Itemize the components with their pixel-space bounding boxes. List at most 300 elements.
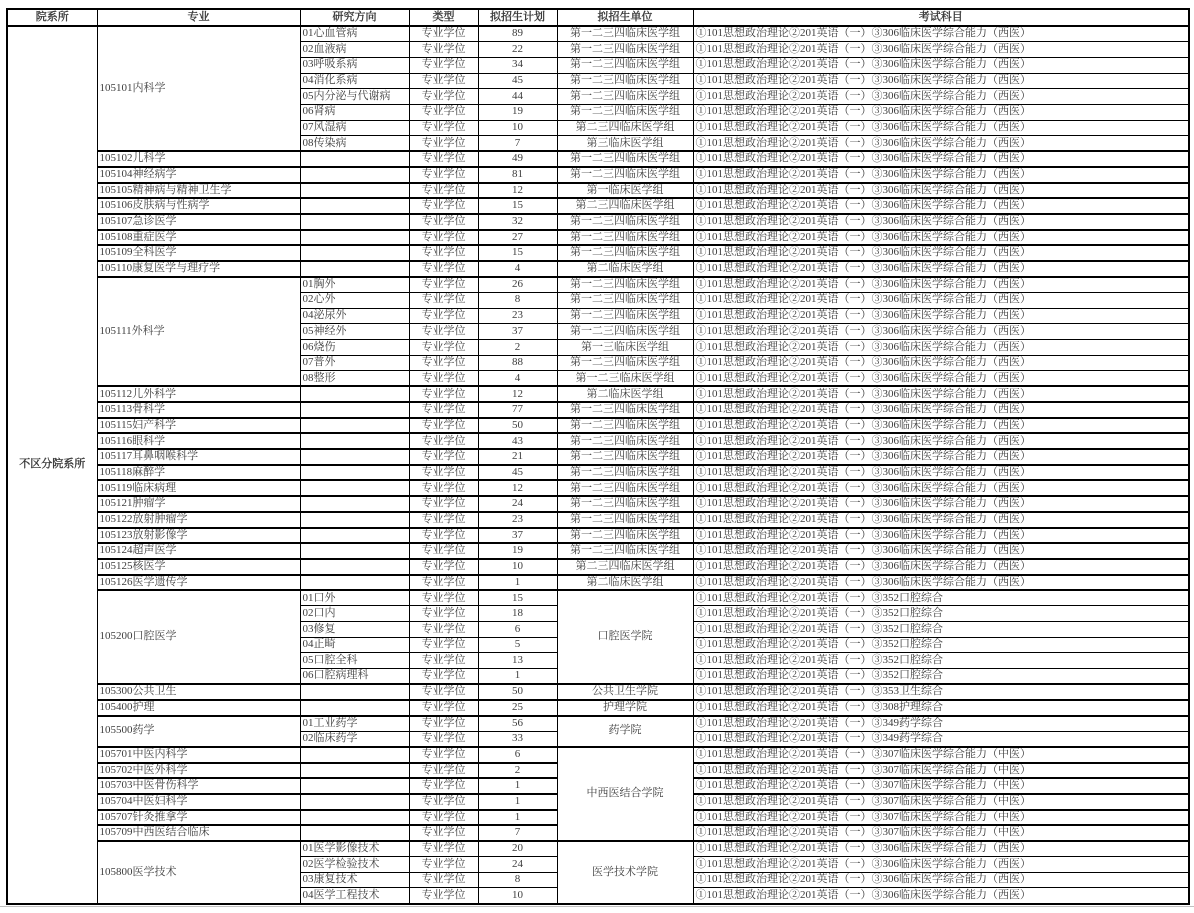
- type-cell: 专业学位: [409, 230, 478, 246]
- direction-cell: 02临床药学: [300, 731, 409, 747]
- exam-subjects-cell: ①101思想政治理论②201英语（一）③306临床医学综合能力（西医）: [693, 888, 1189, 904]
- direction-cell: [300, 230, 409, 246]
- admissions-table: [6, 8, 1190, 905]
- plan-cell: 7: [478, 136, 557, 152]
- type-cell: 专业学位: [409, 120, 478, 136]
- unit-cell: 第一二三四临床医学组: [557, 465, 693, 481]
- exam-subjects-cell: ①101思想政治理论②201英语（一）③306临床医学综合能力（西医）: [693, 449, 1189, 465]
- major-cell: 105108重症医学: [97, 230, 300, 246]
- exam-subjects-cell: ①101思想政治理论②201英语（一）③306临床医学综合能力（西医）: [693, 543, 1189, 559]
- unit-cell: 第一二三四临床医学组: [557, 528, 693, 544]
- major-cell: 105800医学技术: [97, 841, 300, 904]
- table-row: [7, 480, 1189, 496]
- plan-cell: 10: [478, 559, 557, 575]
- table-row: [7, 496, 1189, 512]
- major-cell: 105121肿瘤学: [97, 496, 300, 512]
- major-cell: 105701中医内科学: [97, 747, 300, 763]
- exam-subjects-cell: ①101思想政治理论②201英语（一）③306临床医学综合能力（西医）: [693, 167, 1189, 183]
- unit-cell: 第二临床医学组: [557, 261, 693, 277]
- exam-subjects-cell: ①101思想政治理论②201英语（一）③306临床医学综合能力（西医）: [693, 355, 1189, 371]
- unit-cell: 第一二三四临床医学组: [557, 449, 693, 465]
- unit-cell: 第一二三四临床医学组: [557, 104, 693, 120]
- direction-cell: [300, 778, 409, 794]
- table-row: [7, 167, 1189, 183]
- type-cell: 专业学位: [409, 747, 478, 763]
- plan-cell: 37: [478, 528, 557, 544]
- type-cell: 专业学位: [409, 825, 478, 841]
- col-header-direction: 研究方向: [300, 9, 409, 26]
- type-cell: 专业学位: [409, 653, 478, 669]
- type-cell: 专业学位: [409, 26, 478, 42]
- unit-cell: 第二临床医学组: [557, 386, 693, 402]
- unit-cell: 公共卫生学院: [557, 684, 693, 700]
- plan-cell: 24: [478, 857, 557, 873]
- plan-cell: 33: [478, 731, 557, 747]
- direction-cell: [300, 528, 409, 544]
- direction-cell: [300, 418, 409, 434]
- department-cell: 不区分院系所: [7, 26, 97, 904]
- table-row: [7, 559, 1189, 575]
- exam-subjects-cell: ①101思想政治理论②201英语（一）③306临床医学综合能力（西医）: [693, 339, 1189, 355]
- direction-cell: [300, 198, 409, 214]
- table-row: [7, 183, 1189, 199]
- plan-cell: 27: [478, 230, 557, 246]
- table-row: [7, 402, 1189, 418]
- unit-cell: 第一二三四临床医学组: [557, 433, 693, 449]
- type-cell: 专业学位: [409, 857, 478, 873]
- plan-cell: 34: [478, 57, 557, 73]
- unit-cell: 第一二三四临床医学组: [557, 245, 693, 261]
- type-cell: 专业学位: [409, 324, 478, 340]
- table-row: [7, 528, 1189, 544]
- type-cell: 专业学位: [409, 277, 478, 293]
- exam-subjects-cell: ①101思想政治理论②201英语（一）③352口腔综合: [693, 653, 1189, 669]
- direction-cell: 01医学影像技术: [300, 841, 409, 857]
- type-cell: 专业学位: [409, 151, 478, 167]
- plan-cell: 24: [478, 496, 557, 512]
- unit-cell: 第一二三临床医学组: [557, 371, 693, 387]
- unit-cell: 第一二三四临床医学组: [557, 73, 693, 89]
- exam-subjects-cell: ①101思想政治理论②201英语（一）③306临床医学综合能力（西医）: [693, 528, 1189, 544]
- type-cell: 专业学位: [409, 418, 478, 434]
- unit-cell: 第二临床医学组: [557, 575, 693, 591]
- type-cell: 专业学位: [409, 308, 478, 324]
- plan-cell: 10: [478, 120, 557, 136]
- exam-subjects-cell: ①101思想政治理论②201英语（一）③306临床医学综合能力（西医）: [693, 480, 1189, 496]
- major-cell: 105104神经病学: [97, 167, 300, 183]
- plan-cell: 5: [478, 637, 557, 653]
- direction-cell: [300, 512, 409, 528]
- exam-subjects-cell: ①101思想政治理论②201英语（一）③306临床医学综合能力（西医）: [693, 277, 1189, 293]
- major-cell: 105115妇产科学: [97, 418, 300, 434]
- type-cell: 专业学位: [409, 841, 478, 857]
- direction-cell: [300, 386, 409, 402]
- direction-cell: 05内分泌与代谢病: [300, 89, 409, 105]
- exam-subjects-cell: ①101思想政治理论②201英语（一）③306临床医学综合能力（西医）: [693, 872, 1189, 888]
- exam-subjects-cell: ①101思想政治理论②201英语（一）③306临床医学综合能力（西医）: [693, 559, 1189, 575]
- major-cell: 105112儿外科学: [97, 386, 300, 402]
- major-cell: 105122放射肿瘤学: [97, 512, 300, 528]
- type-cell: 专业学位: [409, 496, 478, 512]
- unit-cell: 第一二三四临床医学组: [557, 496, 693, 512]
- unit-cell: 第二三四临床医学组: [557, 559, 693, 575]
- exam-subjects-cell: ①101思想政治理论②201英语（一）③306临床医学综合能力（西医）: [693, 292, 1189, 308]
- plan-cell: 2: [478, 763, 557, 779]
- direction-cell: 02口内: [300, 606, 409, 622]
- table-row: [7, 230, 1189, 246]
- plan-cell: 15: [478, 590, 557, 606]
- header-row: [7, 9, 1189, 26]
- unit-cell: 第三临床医学组: [557, 136, 693, 152]
- exam-subjects-cell: ①101思想政治理论②201英语（一）③307临床医学综合能力（中医）: [693, 747, 1189, 763]
- type-cell: 专业学位: [409, 512, 478, 528]
- type-cell: 专业学位: [409, 684, 478, 700]
- direction-cell: 06肾病: [300, 104, 409, 120]
- table-body: [7, 26, 1189, 904]
- unit-cell: 医学技术学院: [557, 841, 693, 904]
- direction-cell: [300, 245, 409, 261]
- direction-cell: [300, 214, 409, 230]
- plan-cell: 12: [478, 386, 557, 402]
- table-row: [7, 277, 1189, 293]
- plan-cell: 1: [478, 810, 557, 826]
- exam-subjects-cell: ①101思想政治理论②201英语（一）③306临床医学综合能力（西医）: [693, 418, 1189, 434]
- exam-subjects-cell: ①101思想政治理论②201英语（一）③307临床医学综合能力（中医）: [693, 825, 1189, 841]
- major-cell: 105119临床病理: [97, 480, 300, 496]
- major-cell: 105703中医骨伤科学: [97, 778, 300, 794]
- major-cell: 105123放射影像学: [97, 528, 300, 544]
- plan-cell: 81: [478, 167, 557, 183]
- major-cell: 105101内科学: [97, 26, 300, 151]
- exam-subjects-cell: ①101思想政治理论②201英语（一）③306临床医学综合能力（西医）: [693, 857, 1189, 873]
- type-cell: 专业学位: [409, 794, 478, 810]
- exam-subjects-cell: ①101思想政治理论②201英语（一）③306临床医学综合能力（西医）: [693, 214, 1189, 230]
- direction-cell: 07普外: [300, 355, 409, 371]
- plan-cell: 43: [478, 433, 557, 449]
- unit-cell: 第一二三四临床医学组: [557, 42, 693, 58]
- unit-cell: 第二三四临床医学组: [557, 198, 693, 214]
- plan-cell: 12: [478, 480, 557, 496]
- unit-cell: 第一二三四临床医学组: [557, 355, 693, 371]
- plan-cell: 4: [478, 371, 557, 387]
- exam-subjects-cell: ①101思想政治理论②201英语（一）③307临床医学综合能力（中医）: [693, 763, 1189, 779]
- plan-cell: 49: [478, 151, 557, 167]
- unit-cell: 第一二三四临床医学组: [557, 402, 693, 418]
- plan-cell: 15: [478, 245, 557, 261]
- major-cell: 105107急诊医学: [97, 214, 300, 230]
- exam-subjects-cell: ①101思想政治理论②201英语（一）③306临床医学综合能力（西医）: [693, 496, 1189, 512]
- exam-subjects-cell: ①101思想政治理论②201英语（一）③352口腔综合: [693, 622, 1189, 638]
- exam-subjects-cell: ①101思想政治理论②201英语（一）③306临床医学综合能力（西医）: [693, 26, 1189, 42]
- table-row: [7, 214, 1189, 230]
- plan-cell: 8: [478, 872, 557, 888]
- type-cell: 专业学位: [409, 810, 478, 826]
- table-row: [7, 700, 1189, 716]
- unit-cell: 第一二三四临床医学组: [557, 324, 693, 340]
- exam-subjects-cell: ①101思想政治理论②201英语（一）③306临床医学综合能力（西医）: [693, 386, 1189, 402]
- type-cell: 专业学位: [409, 622, 478, 638]
- major-cell: 105110康复医学与理疗学: [97, 261, 300, 277]
- major-cell: 105702中医外科学: [97, 763, 300, 779]
- direction-cell: [300, 684, 409, 700]
- type-cell: 专业学位: [409, 167, 478, 183]
- type-cell: 专业学位: [409, 355, 478, 371]
- major-cell: 105704中医妇科学: [97, 794, 300, 810]
- major-cell: 105116眼科学: [97, 433, 300, 449]
- type-cell: 专业学位: [409, 606, 478, 622]
- plan-cell: 10: [478, 888, 557, 904]
- direction-cell: [300, 465, 409, 481]
- major-cell: 105400护理: [97, 700, 300, 716]
- type-cell: 专业学位: [409, 543, 478, 559]
- exam-subjects-cell: ①101思想政治理论②201英语（一）③306临床医学综合能力（西医）: [693, 89, 1189, 105]
- unit-cell: 第一二三四临床医学组: [557, 214, 693, 230]
- direction-cell: [300, 543, 409, 559]
- type-cell: 专业学位: [409, 872, 478, 888]
- major-cell: 105200口腔医学: [97, 590, 300, 684]
- exam-subjects-cell: ①101思想政治理论②201英语（一）③307临床医学综合能力（中医）: [693, 778, 1189, 794]
- direction-cell: 02医学检验技术: [300, 857, 409, 873]
- type-cell: 专业学位: [409, 433, 478, 449]
- table-row: [7, 543, 1189, 559]
- unit-cell: 第一二三四临床医学组: [557, 167, 693, 183]
- unit-cell: 第一二三四临床医学组: [557, 292, 693, 308]
- table-row: [7, 465, 1189, 481]
- direction-cell: [300, 700, 409, 716]
- exam-subjects-cell: ①101思想政治理论②201英语（一）③306临床医学综合能力（西医）: [693, 308, 1189, 324]
- exam-subjects-cell: ①101思想政治理论②201英语（一）③306临床医学综合能力（西医）: [693, 841, 1189, 857]
- exam-subjects-cell: ①101思想政治理论②201英语（一）③307临床医学综合能力（中医）: [693, 810, 1189, 826]
- major-cell: 105102儿科学: [97, 151, 300, 167]
- plan-cell: 1: [478, 794, 557, 810]
- plan-cell: 22: [478, 42, 557, 58]
- type-cell: 专业学位: [409, 778, 478, 794]
- plan-cell: 6: [478, 622, 557, 638]
- unit-cell: 中西医结合学院: [557, 747, 693, 841]
- direction-cell: [300, 810, 409, 826]
- type-cell: 专业学位: [409, 89, 478, 105]
- major-cell: 105126医学遗传学: [97, 575, 300, 591]
- direction-cell: 03修复: [300, 622, 409, 638]
- exam-subjects-cell: ①101思想政治理论②201英语（一）③353卫生综合: [693, 684, 1189, 700]
- type-cell: 专业学位: [409, 386, 478, 402]
- direction-cell: 04医学工程技术: [300, 888, 409, 904]
- type-cell: 专业学位: [409, 73, 478, 89]
- direction-cell: [300, 559, 409, 575]
- table-row: [7, 716, 1189, 732]
- table-row: [7, 245, 1189, 261]
- major-cell: 105124超声医学: [97, 543, 300, 559]
- major-cell: 105707针灸推拿学: [97, 810, 300, 826]
- table-row: [7, 261, 1189, 277]
- type-cell: 专业学位: [409, 731, 478, 747]
- unit-cell: 第一二三四临床医学组: [557, 543, 693, 559]
- exam-subjects-cell: ①101思想政治理论②201英语（一）③352口腔综合: [693, 637, 1189, 653]
- exam-subjects-cell: ①101思想政治理论②201英语（一）③306临床医学综合能力（西医）: [693, 183, 1189, 199]
- table-row: [7, 841, 1189, 857]
- direction-cell: [300, 402, 409, 418]
- major-cell: 105117耳鼻咽喉科学: [97, 449, 300, 465]
- direction-cell: 01心血管病: [300, 26, 409, 42]
- direction-cell: 03康复技术: [300, 872, 409, 888]
- direction-cell: [300, 449, 409, 465]
- type-cell: 专业学位: [409, 402, 478, 418]
- plan-cell: 32: [478, 214, 557, 230]
- exam-subjects-cell: ①101思想政治理论②201英语（一）③349药学综合: [693, 731, 1189, 747]
- plan-cell: 7: [478, 825, 557, 841]
- direction-cell: 01工业药学: [300, 716, 409, 732]
- plan-cell: 21: [478, 449, 557, 465]
- plan-cell: 13: [478, 653, 557, 669]
- direction-cell: [300, 183, 409, 199]
- type-cell: 专业学位: [409, 339, 478, 355]
- major-cell: 105500药学: [97, 716, 300, 747]
- plan-cell: 44: [478, 89, 557, 105]
- exam-subjects-cell: ①101思想政治理论②201英语（一）③306临床医学综合能力（西医）: [693, 245, 1189, 261]
- major-cell: 105105精神病与精神卫生学: [97, 183, 300, 199]
- direction-cell: 08传染病: [300, 136, 409, 152]
- exam-subjects-cell: ①101思想政治理论②201英语（一）③306临床医学综合能力（西医）: [693, 465, 1189, 481]
- direction-cell: [300, 575, 409, 591]
- unit-cell: 第一二三四临床医学组: [557, 151, 693, 167]
- col-header-type: 类型: [409, 9, 478, 26]
- direction-cell: 01口外: [300, 590, 409, 606]
- plan-cell: 4: [478, 261, 557, 277]
- col-header-unit: 拟招生单位: [557, 9, 693, 26]
- type-cell: 专业学位: [409, 214, 478, 230]
- type-cell: 专业学位: [409, 528, 478, 544]
- type-cell: 专业学位: [409, 371, 478, 387]
- plan-cell: 1: [478, 575, 557, 591]
- direction-cell: 08整形: [300, 371, 409, 387]
- exam-subjects-cell: ①101思想政治理论②201英语（一）③306临床医学综合能力（西医）: [693, 433, 1189, 449]
- plan-cell: 6: [478, 747, 557, 763]
- type-cell: 专业学位: [409, 575, 478, 591]
- exam-subjects-cell: ①101思想政治理论②201英语（一）③306临床医学综合能力（西医）: [693, 151, 1189, 167]
- major-cell: 105118麻醉学: [97, 465, 300, 481]
- unit-cell: 第一二三四临床医学组: [557, 418, 693, 434]
- unit-cell: 第一三临床医学组: [557, 339, 693, 355]
- exam-subjects-cell: ①101思想政治理论②201英语（一）③306临床医学综合能力（西医）: [693, 120, 1189, 136]
- type-cell: 专业学位: [409, 465, 478, 481]
- plan-cell: 77: [478, 402, 557, 418]
- table-row: [7, 386, 1189, 402]
- table-row: [7, 575, 1189, 591]
- plan-cell: 23: [478, 308, 557, 324]
- direction-cell: [300, 496, 409, 512]
- unit-cell: 第一二三四临床医学组: [557, 512, 693, 528]
- table-row: [7, 449, 1189, 465]
- plan-cell: 1: [478, 778, 557, 794]
- unit-cell: 第一二三四临床医学组: [557, 480, 693, 496]
- plan-cell: 2: [478, 339, 557, 355]
- type-cell: 专业学位: [409, 42, 478, 58]
- exam-subjects-cell: ①101思想政治理论②201英语（一）③306临床医学综合能力（西医）: [693, 136, 1189, 152]
- plan-cell: 19: [478, 543, 557, 559]
- table-row: [7, 198, 1189, 214]
- exam-subjects-cell: ①101思想政治理论②201英语（一）③352口腔综合: [693, 669, 1189, 685]
- unit-cell: 护理学院: [557, 700, 693, 716]
- type-cell: 专业学位: [409, 888, 478, 904]
- type-cell: 专业学位: [409, 763, 478, 779]
- direction-cell: 07风湿病: [300, 120, 409, 136]
- major-cell: 105125核医学: [97, 559, 300, 575]
- exam-subjects-cell: ①101思想政治理论②201英语（一）③306临床医学综合能力（西医）: [693, 575, 1189, 591]
- unit-cell: 第二三四临床医学组: [557, 120, 693, 136]
- exam-subjects-cell: ①101思想政治理论②201英语（一）③349药学综合: [693, 716, 1189, 732]
- unit-cell: 第一二三四临床医学组: [557, 26, 693, 42]
- plan-cell: 8: [478, 292, 557, 308]
- type-cell: 专业学位: [409, 183, 478, 199]
- type-cell: 专业学位: [409, 198, 478, 214]
- major-cell: 105709中西医结合临床: [97, 825, 300, 841]
- plan-cell: 23: [478, 512, 557, 528]
- major-cell: 105300公共卫生: [97, 684, 300, 700]
- direction-cell: 03呼吸系病: [300, 57, 409, 73]
- exam-subjects-cell: ①101思想政治理论②201英语（一）③306临床医学综合能力（西医）: [693, 324, 1189, 340]
- exam-subjects-cell: ①101思想政治理论②201英语（一）③306临床医学综合能力（西医）: [693, 57, 1189, 73]
- plan-cell: 89: [478, 26, 557, 42]
- major-cell: 105109全科医学: [97, 245, 300, 261]
- direction-cell: [300, 763, 409, 779]
- type-cell: 专业学位: [409, 669, 478, 685]
- plan-cell: 26: [478, 277, 557, 293]
- table-row: [7, 747, 1189, 763]
- direction-cell: 05口腔全科: [300, 653, 409, 669]
- type-cell: 专业学位: [409, 245, 478, 261]
- direction-cell: 02心外: [300, 292, 409, 308]
- direction-cell: [300, 747, 409, 763]
- plan-cell: 88: [478, 355, 557, 371]
- plan-cell: 25: [478, 700, 557, 716]
- direction-cell: 04消化系病: [300, 73, 409, 89]
- type-cell: 专业学位: [409, 104, 478, 120]
- type-cell: 专业学位: [409, 292, 478, 308]
- major-cell: 105113骨科学: [97, 402, 300, 418]
- table-row: [7, 433, 1189, 449]
- unit-cell: 口腔医学院: [557, 590, 693, 684]
- col-header-exam-subjects: 考试科目: [693, 9, 1189, 26]
- type-cell: 专业学位: [409, 261, 478, 277]
- direction-cell: 06口腔病理科: [300, 669, 409, 685]
- col-header-major: 专业: [97, 9, 300, 26]
- type-cell: 专业学位: [409, 57, 478, 73]
- table-row: [7, 590, 1189, 606]
- exam-subjects-cell: ①101思想政治理论②201英语（一）③306临床医学综合能力（西医）: [693, 512, 1189, 528]
- plan-cell: 18: [478, 606, 557, 622]
- type-cell: 专业学位: [409, 590, 478, 606]
- type-cell: 专业学位: [409, 716, 478, 732]
- type-cell: 专业学位: [409, 480, 478, 496]
- direction-cell: [300, 433, 409, 449]
- direction-cell: [300, 794, 409, 810]
- unit-cell: 第一二三四临床医学组: [557, 308, 693, 324]
- plan-cell: 56: [478, 716, 557, 732]
- direction-cell: 01胸外: [300, 277, 409, 293]
- type-cell: 专业学位: [409, 637, 478, 653]
- plan-cell: 15: [478, 198, 557, 214]
- direction-cell: 02血液病: [300, 42, 409, 58]
- exam-subjects-cell: ①101思想政治理论②201英语（一）③306临床医学综合能力（西医）: [693, 261, 1189, 277]
- table-row: [7, 26, 1189, 42]
- direction-cell: [300, 167, 409, 183]
- table-row: [7, 512, 1189, 528]
- direction-cell: 04泌尿外: [300, 308, 409, 324]
- exam-subjects-cell: ①101思想政治理论②201英语（一）③352口腔综合: [693, 590, 1189, 606]
- direction-cell: [300, 480, 409, 496]
- table-row: [7, 151, 1189, 167]
- exam-subjects-cell: ①101思想政治理论②201英语（一）③307临床医学综合能力（中医）: [693, 794, 1189, 810]
